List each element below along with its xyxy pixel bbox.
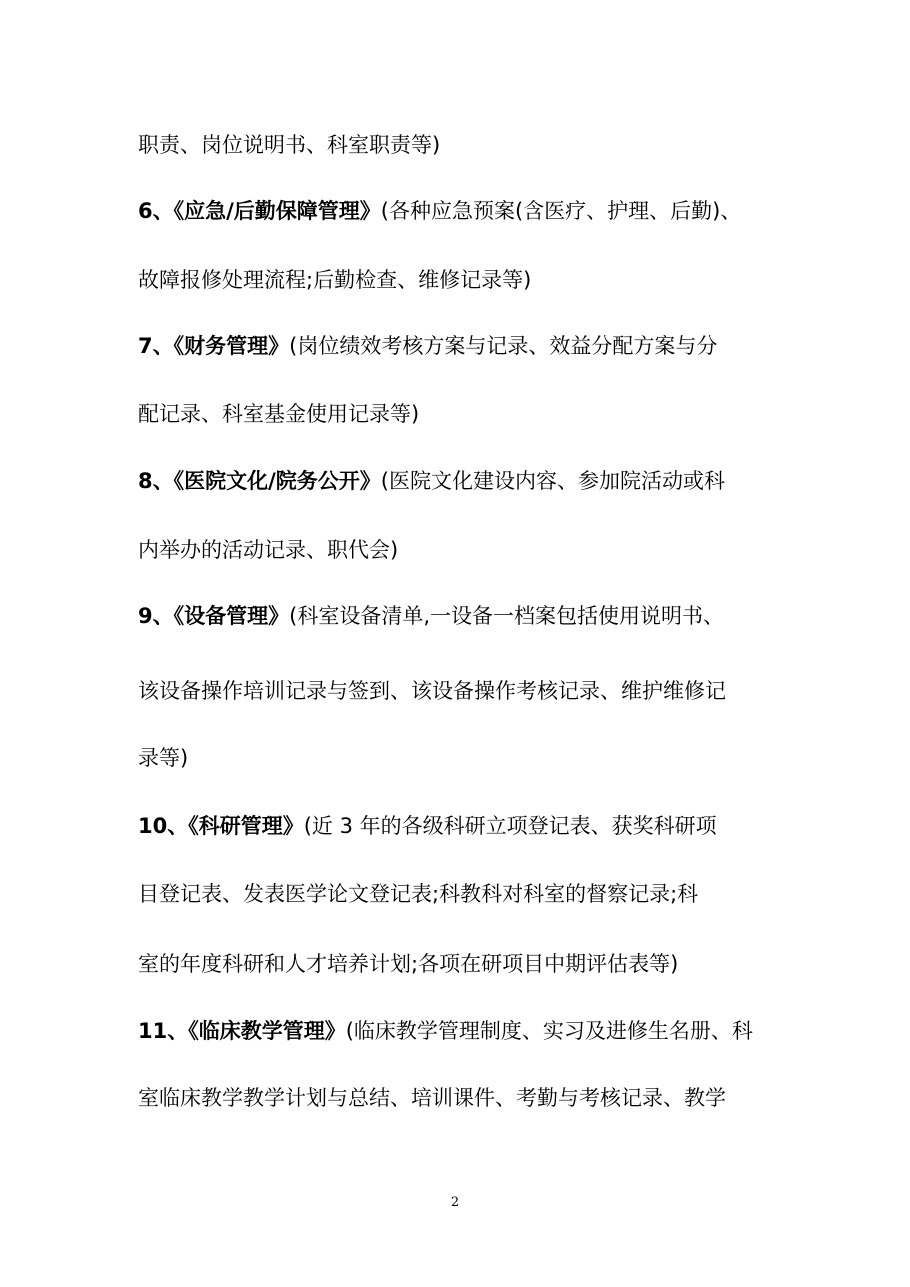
line-text: 该设备操作培训记录与签到、该设备操作考核记录、维护维修记 <box>138 679 726 703</box>
section-11-heading: 11、《临床教学管理》 <box>138 1019 346 1043</box>
line-text: 室的年度科研和人才培养计划;各项在研项目中期评估表等) <box>138 952 679 976</box>
section-9-line <box>138 601 778 631</box>
text-line-1 <box>138 130 778 160</box>
section-10-text: (近 3 年的各级科研立项登记表、获奖科研项 <box>303 814 717 838</box>
section-7-text: (岗位绩效考核方案与记录、效益分配方案与分 <box>289 334 718 358</box>
line-text: 职责、岗位说明书、科室职责等) <box>138 133 441 157</box>
section-6-text: (各种应急预案(含医疗、护理、后勤)、 <box>380 199 742 223</box>
line-text: 录等) <box>138 746 189 770</box>
section-8-heading: 8、《医院文化/院务公开》 <box>138 469 381 493</box>
section-10-line <box>138 811 778 841</box>
page-number: 2 <box>450 1195 460 1210</box>
text-line-10 <box>138 743 778 773</box>
section-6-line <box>138 196 778 226</box>
section-11-text: (临床教学管理制度、实习及进修生名册、科 <box>345 1019 753 1043</box>
text-line-7 <box>138 535 778 565</box>
text-line-9 <box>138 676 778 706</box>
text-line-13 <box>138 949 778 979</box>
section-8-text: (医院文化建设内容、参加院活动或科 <box>380 469 725 493</box>
text-line-15 <box>138 1083 778 1113</box>
section-7-heading: 7、《财务管理》 <box>138 334 290 358</box>
text-line-5 <box>138 399 778 429</box>
section-8-line <box>138 466 778 496</box>
section-9-heading: 9、《设备管理》 <box>138 604 290 628</box>
section-7-line <box>138 331 778 361</box>
line-text: 目登记表、发表医学论文登记表;科教科对科室的督察记录;科 <box>138 882 699 906</box>
line-text: 室临床教学教学计划与总结、培训课件、考勤与考核记录、教学 <box>138 1086 726 1110</box>
line-text: 内举办的活动记录、职代会) <box>138 538 399 562</box>
section-6-heading: 6、《应急/后勤保障管理》 <box>138 199 381 223</box>
text-line-3 <box>138 265 778 295</box>
line-text: 配记录、科室基金使用记录等) <box>138 402 420 426</box>
section-11-line <box>138 1016 778 1046</box>
line-text: 故障报修处理流程;后勤检查、维修记录等) <box>138 268 532 292</box>
section-10-heading: 10、《科研管理》 <box>138 814 304 838</box>
text-line-12 <box>138 879 778 909</box>
section-9-text: (科室设备清单,一设备一档案包括使用说明书、 <box>289 604 724 628</box>
